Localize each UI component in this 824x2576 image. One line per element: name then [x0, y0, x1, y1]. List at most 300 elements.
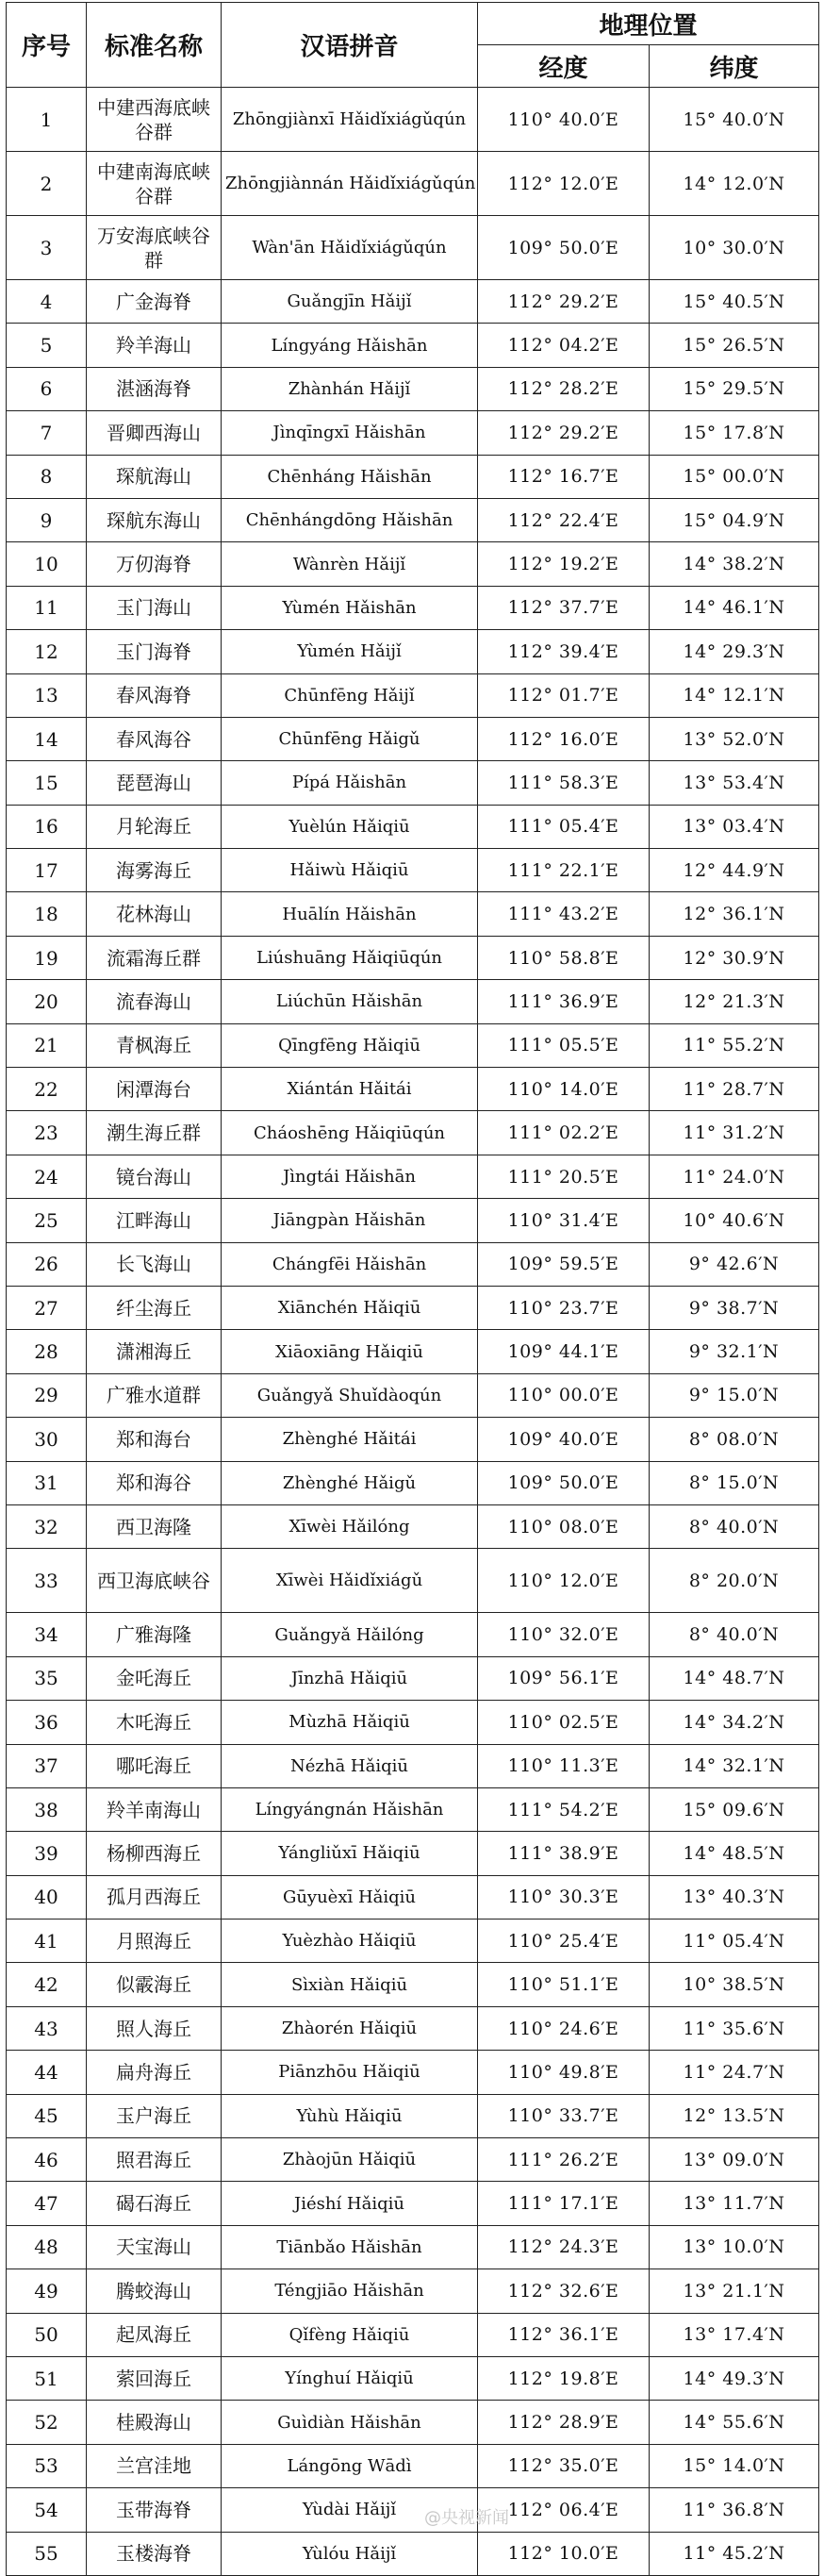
cell-longitude: 111° 05.5′E: [478, 1023, 650, 1067]
cell-longitude: 109° 40.0′E: [478, 1418, 650, 1461]
table-row: [7, 2051, 819, 2094]
cell-name: 金吒海丘: [87, 1656, 222, 1700]
cell-longitude: 112° 35.0′E: [478, 2444, 650, 2487]
cell-pinyin: Wàn'ān Hǎidǐxiágǔqún: [222, 216, 478, 280]
cell-pinyin: Hǎiwù Hǎiqiū: [222, 849, 478, 892]
header-pinyin: 汉语拼音: [222, 3, 478, 88]
cell-name: 玉户海丘: [87, 2094, 222, 2137]
watermark: @央视新闻: [424, 2508, 509, 2528]
cell-no: 6: [7, 367, 87, 410]
cell-no: 33: [7, 1549, 87, 1613]
cell-pinyin: Yùhù Hǎiqiū: [222, 2094, 478, 2137]
table-row: [7, 1832, 819, 1875]
cell-no: 46: [7, 2138, 87, 2182]
cell-longitude: 110° 33.7′E: [478, 2094, 650, 2137]
header-longitude: 经度: [478, 45, 650, 88]
cell-latitude: 15° 40.5′N: [650, 280, 819, 324]
cell-longitude: 110° 58.8′E: [478, 936, 650, 979]
cell-pinyin: Yínghuí Hǎiqiū: [222, 2356, 478, 2400]
cell-no: 42: [7, 1963, 87, 2006]
table-header: [7, 3, 819, 88]
cell-pinyin: Liúchūn Hǎishān: [222, 980, 478, 1023]
cell-longitude: 110° 23.7′E: [478, 1286, 650, 1329]
table-row: [7, 1875, 819, 1919]
cell-no: 5: [7, 324, 87, 367]
cell-name: 萦回海丘: [87, 2356, 222, 2400]
cell-no: 10: [7, 542, 87, 586]
table-row: [7, 1461, 819, 1504]
cell-pinyin: Chūnfēng Hǎijǐ: [222, 673, 478, 717]
cell-latitude: 14° 49.3′N: [650, 2356, 819, 2400]
cell-no: 34: [7, 1613, 87, 1656]
cell-name: 湛涵海脊: [87, 367, 222, 410]
cell-no: 38: [7, 1787, 87, 1831]
table-row: [7, 2138, 819, 2182]
table-body: [7, 88, 819, 2576]
cell-name: 江畔海山: [87, 1199, 222, 1242]
cell-longitude: 111° 36.9′E: [478, 980, 650, 1023]
cell-latitude: 8° 08.0′N: [650, 1418, 819, 1461]
cell-name: 羚羊南海山: [87, 1787, 222, 1831]
cell-name: 流春海山: [87, 980, 222, 1023]
cell-no: 13: [7, 673, 87, 717]
cell-longitude: 112° 29.2′E: [478, 411, 650, 455]
cell-pinyin: Chēnhángdōng Hǎishān: [222, 498, 478, 541]
cell-latitude: 15° 09.6′N: [650, 1787, 819, 1831]
table-row: [7, 1701, 819, 1744]
cell-longitude: 110° 00.0′E: [478, 1373, 650, 1417]
cell-pinyin: Guǎngyǎ Shuǐdàoqún: [222, 1373, 478, 1417]
cell-longitude: 110° 14.0′E: [478, 1068, 650, 1111]
cell-latitude: 8° 20.0′N: [650, 1549, 819, 1613]
table-row: [7, 717, 819, 760]
cell-pinyin: Sìxiàn Hǎiqiū: [222, 1963, 478, 2006]
cell-no: 44: [7, 2051, 87, 2094]
cell-latitude: 9° 15.0′N: [650, 1373, 819, 1417]
cell-longitude: 112° 37.7′E: [478, 586, 650, 629]
cell-name: 郑和海台: [87, 1418, 222, 1461]
cell-no: 24: [7, 1155, 87, 1198]
cell-pinyin: Xiántán Hǎitái: [222, 1068, 478, 1111]
cell-longitude: 111° 54.2′E: [478, 1787, 650, 1831]
cell-longitude: 112° 16.0′E: [478, 717, 650, 760]
cell-pinyin: Lángōng Wādì: [222, 2444, 478, 2487]
header-name: 标准名称: [87, 3, 222, 88]
table-row: [7, 2313, 819, 2356]
cell-name: 扁舟海丘: [87, 2051, 222, 2094]
cell-name: 中建南海底峡谷群: [87, 152, 222, 216]
cell-no: 18: [7, 892, 87, 936]
cell-no: 8: [7, 455, 87, 498]
cell-name: 潮生海丘群: [87, 1111, 222, 1155]
cell-no: 3: [7, 216, 87, 280]
cell-latitude: 15° 17.8′N: [650, 411, 819, 455]
cell-latitude: 13° 40.3′N: [650, 1875, 819, 1919]
cell-pinyin: Chēnháng Hǎishān: [222, 455, 478, 498]
header-no: 序号: [7, 3, 87, 88]
cell-latitude: 8° 40.0′N: [650, 1504, 819, 1548]
cell-longitude: 110° 12.0′E: [478, 1549, 650, 1613]
cell-name: 流霜海丘群: [87, 936, 222, 979]
cell-latitude: 10° 30.0′N: [650, 216, 819, 280]
cell-longitude: 112° 28.2′E: [478, 367, 650, 410]
cell-name: 腾蛟海山: [87, 2269, 222, 2313]
cell-pinyin: Zhènghé Hǎitái: [222, 1418, 478, 1461]
cell-name: 长飞海山: [87, 1242, 222, 1286]
cell-no: 25: [7, 1199, 87, 1242]
cell-latitude: 14° 55.6′N: [650, 2401, 819, 2444]
cell-name: 海雾海丘: [87, 849, 222, 892]
cell-longitude: 112° 10.0′E: [478, 2532, 650, 2575]
table-row: [7, 761, 819, 805]
cell-no: 31: [7, 1461, 87, 1504]
cell-longitude: 112° 19.8′E: [478, 2356, 650, 2400]
table-row: [7, 542, 819, 586]
cell-no: 20: [7, 980, 87, 1023]
cell-latitude: 15° 00.0′N: [650, 455, 819, 498]
cell-pinyin: Xiānchén Hǎiqiū: [222, 1286, 478, 1329]
cell-latitude: 13° 52.0′N: [650, 717, 819, 760]
cell-pinyin: Chūnfēng Hǎigǔ: [222, 717, 478, 760]
cell-longitude: 111° 58.3′E: [478, 761, 650, 805]
table-row: [7, 1373, 819, 1417]
cell-no: 29: [7, 1373, 87, 1417]
table-row: [7, 1549, 819, 1613]
table-row: [7, 586, 819, 629]
cell-pinyin: Língyáng Hǎishān: [222, 324, 478, 367]
cell-name: 春风海谷: [87, 717, 222, 760]
cell-longitude: 109° 56.1′E: [478, 1656, 650, 1700]
cell-latitude: 14° 46.1′N: [650, 586, 819, 629]
cell-pinyin: Jìngtái Hǎishān: [222, 1155, 478, 1198]
cell-latitude: 10° 38.5′N: [650, 1963, 819, 2006]
table-row: [7, 630, 819, 673]
cell-longitude: 112° 16.7′E: [478, 455, 650, 498]
cell-name: 玉门海山: [87, 586, 222, 629]
cell-name: 羚羊海山: [87, 324, 222, 367]
cell-no: 26: [7, 1242, 87, 1286]
cell-latitude: 10° 40.6′N: [650, 1199, 819, 1242]
cell-no: 36: [7, 1701, 87, 1744]
cell-name: 木吒海丘: [87, 1701, 222, 1744]
cell-pinyin: Yùmén Hǎishān: [222, 586, 478, 629]
cell-pinyin: Zhàorén Hǎiqiū: [222, 2006, 478, 2050]
cell-no: 49: [7, 2269, 87, 2313]
cell-pinyin: Língyángnán Hǎishān: [222, 1787, 478, 1831]
place-names-table: [6, 2, 819, 2576]
cell-name: 孤月西海丘: [87, 1875, 222, 1919]
cell-pinyin: Zhōngjiànxī Hǎidǐxiágǔqún: [222, 88, 478, 152]
cell-pinyin: Huālín Hǎishān: [222, 892, 478, 936]
cell-pinyin: Jìnqīngxī Hǎishān: [222, 411, 478, 455]
cell-latitude: 11° 05.4′N: [650, 1920, 819, 1963]
cell-no: 32: [7, 1504, 87, 1548]
cell-longitude: 109° 59.5′E: [478, 1242, 650, 1286]
table-row: [7, 1242, 819, 1286]
table-row: [7, 1111, 819, 1155]
cell-longitude: 112° 29.2′E: [478, 280, 650, 324]
cell-longitude: 109° 50.0′E: [478, 216, 650, 280]
cell-latitude: 15° 40.0′N: [650, 88, 819, 152]
cell-name: 起凤海丘: [87, 2313, 222, 2356]
cell-pinyin: Yuèzhào Hǎiqiū: [222, 1920, 478, 1963]
cell-no: 14: [7, 717, 87, 760]
cell-name: 镜台海山: [87, 1155, 222, 1198]
table-row: [7, 892, 819, 936]
cell-name: 潇湘海丘: [87, 1330, 222, 1373]
cell-no: 47: [7, 2182, 87, 2225]
table-row: [7, 2094, 819, 2137]
cell-name: 碣石海丘: [87, 2182, 222, 2225]
cell-pinyin: Guìdiàn Hǎishān: [222, 2401, 478, 2444]
cell-pinyin: Qǐfèng Hǎiqiū: [222, 2313, 478, 2356]
table-row: [7, 455, 819, 498]
cell-longitude: 110° 32.0′E: [478, 1613, 650, 1656]
cell-longitude: 111° 38.9′E: [478, 1832, 650, 1875]
cell-longitude: 111° 43.2′E: [478, 892, 650, 936]
cell-longitude: 112° 06.4′E: [478, 2488, 650, 2532]
cell-name: 万仞海脊: [87, 542, 222, 586]
cell-name: 天宝海山: [87, 2225, 222, 2269]
cell-no: 22: [7, 1068, 87, 1111]
cell-longitude: 110° 49.8′E: [478, 2051, 650, 2094]
cell-longitude: 112° 19.2′E: [478, 542, 650, 586]
cell-no: 11: [7, 586, 87, 629]
cell-name: 闲潭海台: [87, 1068, 222, 1111]
cell-longitude: 112° 39.4′E: [478, 630, 650, 673]
cell-pinyin: Chángfēi Hǎishān: [222, 1242, 478, 1286]
cell-latitude: 15° 04.9′N: [650, 498, 819, 541]
cell-name: 青枫海丘: [87, 1023, 222, 1067]
table-row: [7, 216, 819, 280]
cell-latitude: 12° 30.9′N: [650, 936, 819, 979]
cell-pinyin: Téngjiāo Hǎishān: [222, 2269, 478, 2313]
table-row: [7, 1787, 819, 1831]
cell-longitude: 112° 22.4′E: [478, 498, 650, 541]
cell-latitude: 14° 29.3′N: [650, 630, 819, 673]
cell-name: 晋卿西海山: [87, 411, 222, 455]
cell-longitude: 111° 20.5′E: [478, 1155, 650, 1198]
cell-latitude: 8° 40.0′N: [650, 1613, 819, 1656]
table-row: [7, 2006, 819, 2050]
cell-latitude: 13° 09.0′N: [650, 2138, 819, 2182]
cell-pinyin: Jiéshí Hǎiqiū: [222, 2182, 478, 2225]
cell-latitude: 8° 15.0′N: [650, 1461, 819, 1504]
table-row: [7, 1613, 819, 1656]
cell-no: 52: [7, 2401, 87, 2444]
cell-no: 16: [7, 805, 87, 848]
cell-no: 2: [7, 152, 87, 216]
cell-latitude: 13° 53.4′N: [650, 761, 819, 805]
cell-pinyin: Yángliǔxī Hǎiqiū: [222, 1832, 478, 1875]
cell-latitude: 13° 21.1′N: [650, 2269, 819, 2313]
cell-no: 9: [7, 498, 87, 541]
cell-longitude: 110° 30.3′E: [478, 1875, 650, 1919]
header-latitude: 纬度: [650, 45, 819, 88]
cell-longitude: 110° 25.4′E: [478, 1920, 650, 1963]
cell-longitude: 112° 36.1′E: [478, 2313, 650, 2356]
cell-longitude: 112° 12.0′E: [478, 152, 650, 216]
cell-latitude: 14° 34.2′N: [650, 1701, 819, 1744]
cell-pinyin: Yuèlún Hǎiqiū: [222, 805, 478, 848]
cell-pinyin: Liúshuāng Hǎiqiūqún: [222, 936, 478, 979]
cell-pinyin: Wànrèn Hǎijǐ: [222, 542, 478, 586]
cell-no: 27: [7, 1286, 87, 1329]
cell-pinyin: Jiāngpàn Hǎishān: [222, 1199, 478, 1242]
cell-no: 41: [7, 1920, 87, 1963]
cell-no: 37: [7, 1744, 87, 1787]
cell-no: 15: [7, 761, 87, 805]
cell-latitude: 14° 48.5′N: [650, 1832, 819, 1875]
cell-name: 琛航东海山: [87, 498, 222, 541]
cell-pinyin: Guǎngjīn Hǎijǐ: [222, 280, 478, 324]
cell-name: 西卫海底峡谷: [87, 1549, 222, 1613]
table-row: [7, 498, 819, 541]
cell-no: 48: [7, 2225, 87, 2269]
cell-latitude: 11° 24.0′N: [650, 1155, 819, 1198]
cell-longitude: 112° 24.3′E: [478, 2225, 650, 2269]
cell-longitude: 109° 50.0′E: [478, 1461, 650, 1504]
cell-no: 45: [7, 2094, 87, 2137]
cell-longitude: 109° 44.1′E: [478, 1330, 650, 1373]
cell-pinyin: Gūyuèxī Hǎiqiū: [222, 1875, 478, 1919]
cell-no: 28: [7, 1330, 87, 1373]
cell-name: 纤尘海丘: [87, 1286, 222, 1329]
cell-latitude: 11° 24.7′N: [650, 2051, 819, 2094]
cell-longitude: 110° 24.6′E: [478, 2006, 650, 2050]
cell-latitude: 13° 03.4′N: [650, 805, 819, 848]
cell-name: 哪吒海丘: [87, 1744, 222, 1787]
cell-no: 23: [7, 1111, 87, 1155]
cell-no: 39: [7, 1832, 87, 1875]
cell-longitude: 110° 31.4′E: [478, 1199, 650, 1242]
table-row: [7, 1963, 819, 2006]
cell-latitude: 14° 12.1′N: [650, 673, 819, 717]
cell-no: 43: [7, 2006, 87, 2050]
table-row: [7, 2225, 819, 2269]
table-row: [7, 1199, 819, 1242]
cell-pinyin: Guǎngyǎ Hǎilóng: [222, 1613, 478, 1656]
cell-no: 4: [7, 280, 87, 324]
cell-longitude: 110° 08.0′E: [478, 1504, 650, 1548]
table-row: [7, 936, 819, 979]
table-row: [7, 1504, 819, 1548]
cell-no: 21: [7, 1023, 87, 1067]
cell-no: 40: [7, 1875, 87, 1919]
cell-name: 广雅海隆: [87, 1613, 222, 1656]
cell-latitude: 11° 55.2′N: [650, 1023, 819, 1067]
cell-pinyin: Jīnzhā Hǎiqiū: [222, 1656, 478, 1700]
cell-latitude: 12° 44.9′N: [650, 849, 819, 892]
table-row: [7, 152, 819, 216]
cell-pinyin: Yùdài Hǎijǐ: [222, 2488, 478, 2532]
table-row: [7, 980, 819, 1023]
cell-no: 51: [7, 2356, 87, 2400]
cell-latitude: 11° 28.7′N: [650, 1068, 819, 1111]
cell-name: 似霰海丘: [87, 1963, 222, 2006]
cell-longitude: 110° 51.1′E: [478, 1963, 650, 2006]
cell-name: 玉楼海脊: [87, 2532, 222, 2575]
cell-pinyin: Piānzhōu Hǎiqiū: [222, 2051, 478, 2094]
cell-pinyin: Cháoshēng Hǎiqiūqún: [222, 1111, 478, 1155]
cell-no: 54: [7, 2488, 87, 2532]
cell-pinyin: Xīwèi Hǎilóng: [222, 1504, 478, 1548]
cell-pinyin: Zhàojūn Hǎiqiū: [222, 2138, 478, 2182]
cell-latitude: 15° 14.0′N: [650, 2444, 819, 2487]
cell-no: 35: [7, 1656, 87, 1700]
cell-name: 西卫海隆: [87, 1504, 222, 1548]
cell-no: 7: [7, 411, 87, 455]
table-row: [7, 1155, 819, 1198]
cell-longitude: 110° 40.0′E: [478, 88, 650, 152]
cell-latitude: 12° 21.3′N: [650, 980, 819, 1023]
table-row: [7, 324, 819, 367]
cell-latitude: 14° 32.1′N: [650, 1744, 819, 1787]
cell-latitude: 12° 13.5′N: [650, 2094, 819, 2137]
cell-pinyin: Nézhā Hǎiqiū: [222, 1744, 478, 1787]
cell-latitude: 9° 32.1′N: [650, 1330, 819, 1373]
cell-name: 郑和海谷: [87, 1461, 222, 1504]
table-row: [7, 2356, 819, 2400]
cell-latitude: 12° 36.1′N: [650, 892, 819, 936]
cell-longitude: 111° 05.4′E: [478, 805, 650, 848]
cell-latitude: 14° 38.2′N: [650, 542, 819, 586]
cell-name: 杨柳西海丘: [87, 1832, 222, 1875]
cell-longitude: 112° 01.7′E: [478, 673, 650, 717]
cell-name: 月照海丘: [87, 1920, 222, 1963]
table-row: [7, 88, 819, 152]
cell-pinyin: Zhànhán Hǎijǐ: [222, 367, 478, 410]
cell-pinyin: Tiānbǎo Hǎishān: [222, 2225, 478, 2269]
table-row: [7, 805, 819, 848]
cell-longitude: 110° 02.5′E: [478, 1701, 650, 1744]
table-row: [7, 1418, 819, 1461]
cell-pinyin: Mùzhā Hǎiqiū: [222, 1701, 478, 1744]
cell-longitude: 112° 32.6′E: [478, 2269, 650, 2313]
cell-no: 55: [7, 2532, 87, 2575]
table-row: [7, 280, 819, 324]
cell-name: 兰宫洼地: [87, 2444, 222, 2487]
cell-no: 53: [7, 2444, 87, 2487]
cell-pinyin: Zhōngjiànnán Hǎidǐxiágǔqún: [222, 152, 478, 216]
cell-longitude: 111° 17.1′E: [478, 2182, 650, 2225]
table-row: [7, 2488, 819, 2532]
table-row: [7, 1023, 819, 1067]
cell-latitude: 13° 10.0′N: [650, 2225, 819, 2269]
cell-pinyin: Yùmén Hǎijǐ: [222, 630, 478, 673]
cell-latitude: 15° 29.5′N: [650, 367, 819, 410]
table-row: [7, 2269, 819, 2313]
cell-name: 桂殿海山: [87, 2401, 222, 2444]
cell-longitude: 111° 02.2′E: [478, 1111, 650, 1155]
cell-latitude: 11° 35.6′N: [650, 2006, 819, 2050]
cell-latitude: 11° 45.2′N: [650, 2532, 819, 2575]
cell-name: 花林海山: [87, 892, 222, 936]
table-row: [7, 673, 819, 717]
cell-latitude: 11° 31.2′N: [650, 1111, 819, 1155]
cell-no: 12: [7, 630, 87, 673]
cell-pinyin: Pípá Hǎishān: [222, 761, 478, 805]
table-row: [7, 1330, 819, 1373]
cell-name: 琛航海山: [87, 455, 222, 498]
cell-no: 17: [7, 849, 87, 892]
cell-name: 玉门海脊: [87, 630, 222, 673]
cell-latitude: 14° 48.7′N: [650, 1656, 819, 1700]
cell-name: 春风海脊: [87, 673, 222, 717]
cell-latitude: 9° 38.7′N: [650, 1286, 819, 1329]
table-row: [7, 2532, 819, 2575]
cell-no: 19: [7, 936, 87, 979]
